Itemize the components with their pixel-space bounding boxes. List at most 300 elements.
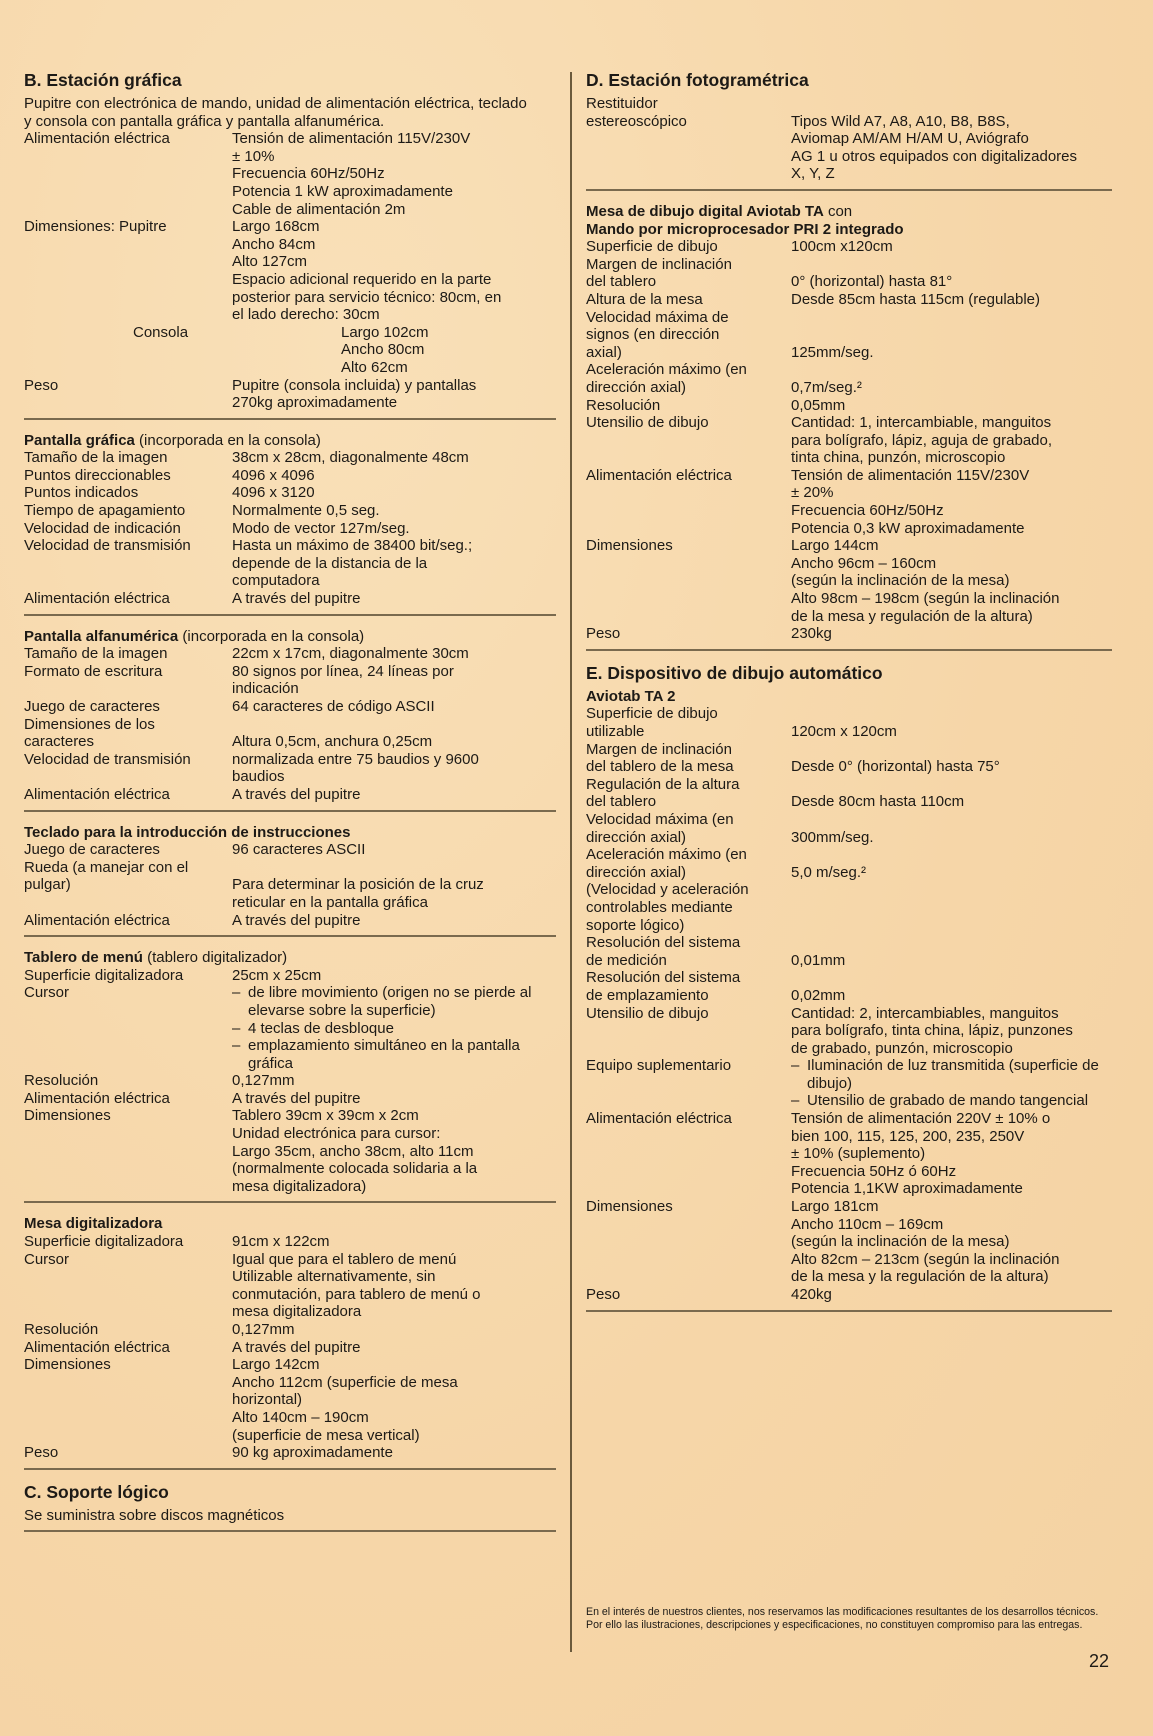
spec-value-line: 96 caracteres ASCII [232, 841, 366, 859]
spec-value-line: Cable de alimentación 2m [232, 200, 406, 218]
spec-value-line: 270kg aproximadamente [232, 394, 398, 412]
spec-value-line [791, 256, 1112, 274]
spec-label [586, 467, 791, 537]
divider [24, 1530, 556, 1532]
spec-label-text: Puntos indicados [24, 484, 139, 502]
spec-row [24, 1107, 556, 1195]
spec-label-text: Puntos direccionables [24, 466, 171, 484]
spec-value [232, 645, 556, 663]
spec-label [24, 751, 232, 786]
subsection-title-rest: con [823, 202, 853, 220]
spec-label-text: Restituidor estereoscópico [586, 95, 687, 130]
spec-value-line: conmutación, para tablero de menú o [232, 1285, 481, 1303]
spec-value [232, 912, 556, 930]
subsection-title [24, 949, 556, 967]
spec-value-line: 0,7m/seg.² [791, 378, 862, 396]
spec-value-line: Tensión de alimentación 115V/230V [232, 130, 471, 148]
spec-value [791, 776, 1112, 811]
spec-label-text: Regulación de la altura del tablero [586, 775, 740, 811]
spec-row [586, 1286, 1112, 1304]
spec-value [791, 256, 1112, 291]
spec-value-line: A través del pupitre [232, 785, 361, 803]
spec-value-line: para bolígrafo, lápiz, aguja de grabado, [791, 431, 1053, 449]
spec-value-line: tinta china, punzón, microscopio [791, 449, 1006, 467]
spec-label-text: Juego de caracteres [24, 841, 160, 859]
spec-value [232, 751, 556, 786]
spec-value-line: 4096 x 4096 [232, 466, 315, 484]
section-pantalla-alfanumerica [24, 628, 556, 812]
spec-value-line: Ancho 96cm – 160cm [791, 554, 937, 572]
spec-row [24, 1321, 556, 1339]
spec-value-line: Frecuencia 60Hz/50Hz [791, 502, 944, 520]
spec-value [791, 1110, 1112, 1198]
spec-value [791, 309, 1112, 362]
spec-label-text: Dimensiones [24, 1107, 111, 1125]
spec-value [791, 969, 1112, 1004]
spec-value-line: Hasta un máximo de 38400 bit/seg.; [232, 537, 473, 555]
spec-label-text: Resolución [24, 1072, 99, 1090]
spec-value-line [791, 846, 1112, 864]
spec-label-text: Velocidad de indicación [24, 519, 181, 537]
spec-value-line: 22cm x 17cm, diagonalmente 30cm [232, 645, 469, 663]
section-d-estacion-fotogrametrica [586, 70, 1112, 191]
spec-value [232, 1339, 556, 1357]
section-title: D. Estación fotogramétrica [586, 70, 809, 90]
spec-label [24, 698, 232, 716]
spec-value-line: Pupitre (consola incluida) y pantallas [232, 376, 477, 394]
section-text: Se suministra sobre discos magnéticos [24, 1506, 285, 1524]
spec-value [232, 1107, 556, 1195]
spec-value [232, 1233, 556, 1251]
spec-label [586, 1005, 791, 1058]
spec-label-text: Peso [586, 625, 621, 643]
subsection-title [586, 203, 1112, 221]
spec-value [791, 397, 1112, 415]
subsection-title [24, 824, 556, 842]
spec-value [232, 130, 556, 218]
spec-value [232, 859, 556, 912]
spec-value-line: Tensión de alimentación 220V ± 10% o [791, 1110, 1051, 1128]
subsection-title-bold: Aviotab TA 2 [586, 687, 676, 705]
spec-label [586, 1198, 791, 1286]
spec-value-line: Utilizable alternativamente, sin [232, 1268, 436, 1286]
spec-label-text: Alimentación eléctrica [24, 785, 170, 803]
spec-value-line: 91cm x 122cm [232, 1233, 330, 1251]
spec-label [24, 716, 232, 751]
spec-value-line: 80 signos por línea, 24 líneas por [232, 662, 454, 680]
spec-value-line [791, 776, 1112, 794]
spec-label-text: Tamaño de la imagen [24, 645, 168, 663]
subsection-title [24, 432, 556, 450]
spec-value-line: 0,02mm [791, 986, 846, 1004]
spec-value-line [791, 309, 1112, 327]
spec-label-text: Alimentación eléctrica [24, 1089, 170, 1107]
spec-value-line: A través del pupitre [232, 1089, 361, 1107]
spec-value-line: 0,01mm [791, 951, 846, 969]
spec-label [586, 256, 791, 291]
spec-label-text: Dimensiones de los caracteres [24, 715, 155, 751]
spec-value [232, 698, 556, 716]
spec-value-line: Largo 168cm [232, 218, 320, 236]
spec-row [24, 1090, 556, 1108]
section-title: C. Soporte lógico [24, 1481, 169, 1502]
spec-value [232, 1251, 556, 1321]
bullet-text: Iluminación de luz transmitida (superficie de dibujo) [807, 1057, 1099, 1092]
bullet-item [232, 1037, 556, 1072]
spec-row [586, 1198, 1112, 1286]
spec-table [586, 238, 1112, 643]
spec-table [24, 130, 556, 412]
spec-value-line: Potencia 0,3 kW aproximadamente [791, 519, 1025, 537]
spec-value-line: Aviomap AM/AM H/AM U, Aviógrafo [791, 130, 1029, 148]
spec-label [586, 1057, 791, 1110]
spec-value-line: Cantidad: 2, intercambiables, manguitos [791, 1004, 1059, 1022]
spec-value [232, 716, 556, 751]
spec-row [24, 912, 556, 930]
spec-value-line: 0,05mm [791, 396, 846, 414]
spec-label-text: Formato de escritura [24, 662, 163, 680]
spec-value-line: (superficie de mesa vertical) [232, 1426, 420, 1444]
spec-value-line: X, Y, Z [791, 165, 835, 183]
spec-value-line: Frecuencia 60Hz/50Hz [232, 165, 385, 183]
spec-label-text: Superficie de dibujo utilizable [586, 705, 718, 740]
spec-label-text: Alimentación eléctrica [24, 130, 170, 148]
spec-row [586, 414, 1112, 467]
spec-label [586, 1110, 791, 1198]
bullet-text: emplazamiento simultáneo en la pantalla gráfica [248, 1037, 520, 1072]
dash-bullet-icon: – [791, 1092, 800, 1110]
spec-label-text: Alimentación eléctrica [586, 466, 732, 484]
spec-row [586, 1005, 1112, 1058]
column-divider [570, 72, 572, 1652]
spec-row [586, 741, 1112, 776]
spec-value-line: el lado derecho: 30cm [232, 306, 380, 324]
spec-table [24, 645, 556, 803]
subsection-title-rest: (tablero digitalizador) [142, 949, 288, 967]
spec-value-line: 4096 x 3120 [232, 484, 315, 502]
spec-value-line [791, 969, 1112, 987]
spec-value-line: horizontal) [232, 1391, 303, 1409]
spec-value-line: Ancho 80cm [341, 341, 425, 359]
spec-label-text: Superficie digitalizadora [24, 1233, 184, 1251]
spec-row [24, 645, 556, 663]
section-tablero-menu [24, 949, 556, 1203]
spec-row [24, 1072, 556, 1090]
spec-label-text: Velocidad máxima (en dirección axial) [586, 810, 734, 846]
subsection-title-bold: Mesa de dibujo digital Aviotab TA [586, 202, 824, 220]
spec-value-line: baudios [232, 768, 285, 786]
spec-row [24, 967, 556, 985]
spec-value-line: 230kg [791, 625, 832, 643]
spec-value-line: 100cm x120cm [791, 238, 893, 256]
spec-row [24, 751, 556, 786]
spec-label-text: Consola [133, 323, 189, 341]
spec-label [24, 377, 232, 412]
spec-label [24, 1251, 232, 1321]
spec-value-line: ± 10% [232, 147, 275, 165]
dash-bullet-icon: – [232, 1037, 241, 1055]
spec-value-line: posterior para servicio técnico: 80cm, en [232, 288, 502, 306]
bullet-item [232, 1020, 556, 1038]
spec-value-line: (normalmente colocada solidaria a la [232, 1160, 478, 1178]
spec-value-line: 25cm x 25cm [232, 966, 322, 984]
spec-label-text: Cursor [24, 1250, 70, 1268]
spec-value-line: AG 1 u otros equipados con digitalizadores [791, 147, 1078, 165]
spec-row [24, 663, 556, 698]
spec-value-line: Potencia 1,1KW aproximadamente [791, 1180, 1023, 1198]
spec-value [232, 1444, 556, 1462]
spec-label [24, 912, 232, 930]
spec-label-text: Peso [586, 1286, 621, 1303]
spec-label [586, 741, 791, 776]
spec-value-line: Ancho 110cm – 169cm [791, 1215, 944, 1233]
spec-label-text: Margen de inclinación del tablero [586, 255, 732, 291]
spec-label [586, 776, 791, 811]
spec-value-line: Frecuencia 50Hz ó 60Hz [791, 1162, 957, 1180]
spec-value [791, 934, 1112, 969]
spec-row [24, 1444, 556, 1462]
spec-label [24, 1072, 232, 1090]
spec-row [24, 984, 556, 1072]
spec-table [24, 841, 556, 929]
spec-value [791, 95, 1112, 183]
spec-label [586, 1286, 791, 1304]
spec-value-line: A través del pupitre [232, 911, 361, 929]
divider [586, 1310, 1112, 1312]
spec-row [24, 537, 556, 590]
spec-value-line [791, 705, 1112, 723]
spec-value [791, 361, 1112, 396]
spec-value [232, 663, 556, 698]
spec-value [791, 537, 1112, 625]
spec-row [24, 1233, 556, 1251]
spec-label-text: Rueda (a manejar con el pulgar) [24, 858, 189, 894]
spec-value-line: 420kg [791, 1286, 832, 1303]
divider [586, 189, 1112, 191]
bullet-text: de libre movimiento (origen no se pierde al elevarse sobre la superficie) [248, 984, 532, 1019]
spec-value-line: Unidad electrónica para cursor: [232, 1125, 441, 1143]
spec-value-line [232, 716, 556, 734]
subsection-title [586, 688, 1112, 706]
spec-label-text: Superficie digitalizadora [24, 966, 184, 984]
spec-row [586, 705, 1112, 740]
spec-value-line: indicación [232, 680, 299, 698]
spec-value [791, 1057, 1112, 1110]
spec-value-line: Largo 35cm, ancho 38cm, alto 11cm [232, 1142, 474, 1160]
spec-label [586, 705, 791, 740]
spec-value-line: 0,127mm [232, 1321, 295, 1338]
spec-row [586, 776, 1112, 811]
spec-value-line: Alto 62cm [341, 358, 408, 376]
spec-row [586, 397, 1112, 415]
spec-value-line: normalizada entre 75 baudios y 9600 [232, 750, 479, 768]
spec-label [24, 786, 232, 804]
divider [586, 649, 1112, 651]
spec-label-text: Alimentación eléctrica [586, 1110, 732, 1128]
spec-label [24, 537, 232, 590]
spec-row [24, 1339, 556, 1357]
spec-value-line: Alto 98cm – 198cm (según la inclinación [791, 590, 1060, 608]
spec-label-text: Resolución del sistema de emplazamiento [586, 969, 741, 1004]
spec-row [24, 1251, 556, 1321]
spec-label [586, 397, 791, 415]
spec-label-text: Aceleración máximo (en dirección axial) (Velocidad y aceleración controlables mediante soporte lógico) [586, 846, 749, 934]
spec-label [586, 414, 791, 467]
spec-table [24, 1233, 556, 1462]
subsection-title-rest: (incorporada en la consola) [134, 431, 321, 449]
spec-value [232, 590, 556, 608]
spec-label-text: Superficie de dibujo [586, 238, 718, 256]
subsection-title-rest: (incorporada en la consola) [178, 627, 365, 645]
spec-label-text: Velocidad máxima de signos (en dirección axial) [586, 308, 729, 361]
spec-label-text: Dimensiones [586, 1198, 673, 1216]
spec-label-text: Dimensiones: Pupitre [24, 218, 167, 236]
spec-value-line [791, 811, 1112, 829]
spec-row [586, 1057, 1112, 1110]
spec-label [24, 1321, 232, 1339]
spec-row [24, 218, 556, 324]
spec-label [24, 984, 232, 1072]
spec-label [24, 859, 232, 912]
spec-label [586, 537, 791, 625]
spec-value [232, 984, 556, 1072]
bullet-text: 4 teclas de desbloque [248, 1019, 394, 1037]
spec-row [586, 309, 1112, 362]
spec-value [791, 705, 1112, 740]
spec-label-text: Alimentación eléctrica [24, 911, 170, 929]
section-c-soporte-logico [24, 1482, 556, 1533]
spec-value [791, 1005, 1112, 1058]
spec-value [232, 786, 556, 804]
spec-value [232, 520, 556, 538]
spec-value-line: Largo 144cm [791, 537, 879, 555]
spec-value-line [791, 934, 1112, 952]
spec-label [24, 130, 232, 218]
spec-label [586, 625, 791, 643]
section-teclado [24, 824, 556, 938]
spec-value-line: 90 kg aproximadamente [232, 1444, 393, 1462]
spec-value-line: ± 20% [791, 484, 834, 502]
spec-value [232, 1321, 556, 1339]
spec-value [791, 1198, 1112, 1286]
spec-row [586, 291, 1112, 309]
bullet-item [791, 1057, 1112, 1092]
spec-value-line: 64 caracteres de código ASCII [232, 698, 435, 715]
spec-value-line: de la mesa y regulación de la altura) [791, 607, 1033, 625]
spec-value [791, 467, 1112, 537]
spec-value-line: 300mm/seg. [791, 828, 874, 846]
spec-label [24, 520, 232, 538]
section-title: B. Estación gráfica [24, 70, 182, 90]
spec-row [24, 324, 556, 377]
spec-label [24, 324, 341, 377]
spec-value [232, 502, 556, 520]
spec-value [232, 841, 556, 859]
spec-value-line: Desde 85cm hasta 115cm (regulable) [791, 290, 1041, 308]
spec-value [791, 414, 1112, 467]
spec-value-line: Normalmente 0,5 seg. [232, 502, 380, 520]
spec-row [586, 256, 1112, 291]
spec-label [586, 238, 791, 256]
spec-label [24, 967, 232, 985]
spec-label [24, 484, 232, 502]
spec-row [586, 467, 1112, 537]
spec-label [24, 1339, 232, 1357]
spec-row [586, 95, 1112, 183]
spec-label-text: Margen de inclinación del tablero de la mesa [586, 740, 734, 776]
spec-value [791, 811, 1112, 846]
spec-value-line [791, 741, 1112, 759]
spec-value-line: Espacio adicional requerido en la parte [232, 270, 492, 288]
spec-row [24, 590, 556, 608]
spec-value-line: Igual que para el tablero de menú [232, 1250, 457, 1268]
bullet-item [232, 984, 556, 1019]
spec-value-line: para bolígrafo, tinta china, lápiz, punzones [791, 1022, 1073, 1040]
spec-label [586, 95, 791, 183]
spec-label-text: Resolución [586, 396, 661, 414]
spec-label [24, 663, 232, 698]
spec-value-line: Potencia 1 kW aproximadamente [232, 182, 453, 200]
subsection-title [24, 1215, 556, 1233]
spec-value-line: Desde 0° (horizontal) hasta 75° [791, 758, 1000, 776]
spec-value [232, 449, 556, 467]
spec-label [24, 1444, 232, 1462]
spec-table [586, 95, 1112, 183]
spec-value-line: depende de la distancia de la [232, 554, 428, 572]
spec-row [586, 537, 1112, 625]
spec-row [586, 625, 1112, 643]
spec-value-line: Ancho 84cm [232, 235, 316, 253]
right-column [586, 70, 1112, 1324]
spec-row [24, 786, 556, 804]
spec-table [24, 967, 556, 1196]
subsection-title-bold: Pantalla gráfica [24, 431, 135, 449]
spec-label [586, 361, 791, 396]
spec-value [232, 537, 556, 590]
spec-value-line [791, 95, 1112, 113]
spec-value [791, 238, 1112, 256]
spec-value-line [791, 326, 1112, 344]
spec-label-text: Peso [24, 1444, 59, 1462]
section-intro: Pupitre con electrónica de mando, unidad de alimentación eléctrica, teclado y consola con pantalla gráfica y pantalla alfanumérica. [24, 95, 527, 130]
spec-label [24, 1233, 232, 1251]
section-e-dispositivo-dibujo [586, 663, 1112, 1312]
spec-value-line: 38cm x 28cm, diagonalmente 48cm [232, 449, 469, 467]
page-number: 22 [1089, 1651, 1110, 1671]
spec-row [24, 716, 556, 751]
spec-row [586, 811, 1112, 846]
spec-table [24, 449, 556, 607]
subsection-title-line2 [586, 221, 1112, 239]
section-mesa-digitalizadora [24, 1215, 556, 1469]
spec-value [232, 1072, 556, 1090]
spec-label-text: Cursor [24, 984, 70, 1002]
spec-value [232, 218, 556, 324]
spec-value [232, 484, 556, 502]
divider [24, 935, 556, 937]
spec-value [232, 967, 556, 985]
spec-value-line: Ancho 112cm (superficie de mesa [232, 1373, 458, 1391]
divider [24, 1201, 556, 1203]
spec-label-text: Dimensiones [24, 1356, 111, 1374]
spec-value-line: Tensión de alimentación 115V/230V [791, 466, 1030, 484]
spec-label [24, 1090, 232, 1108]
spec-label [24, 502, 232, 520]
spec-label [586, 811, 791, 846]
spec-value-line: A través del pupitre [232, 590, 361, 608]
spec-value-line: Largo 142cm [232, 1356, 320, 1374]
subsection-title-bold: Mesa digitalizadora [24, 1215, 163, 1233]
